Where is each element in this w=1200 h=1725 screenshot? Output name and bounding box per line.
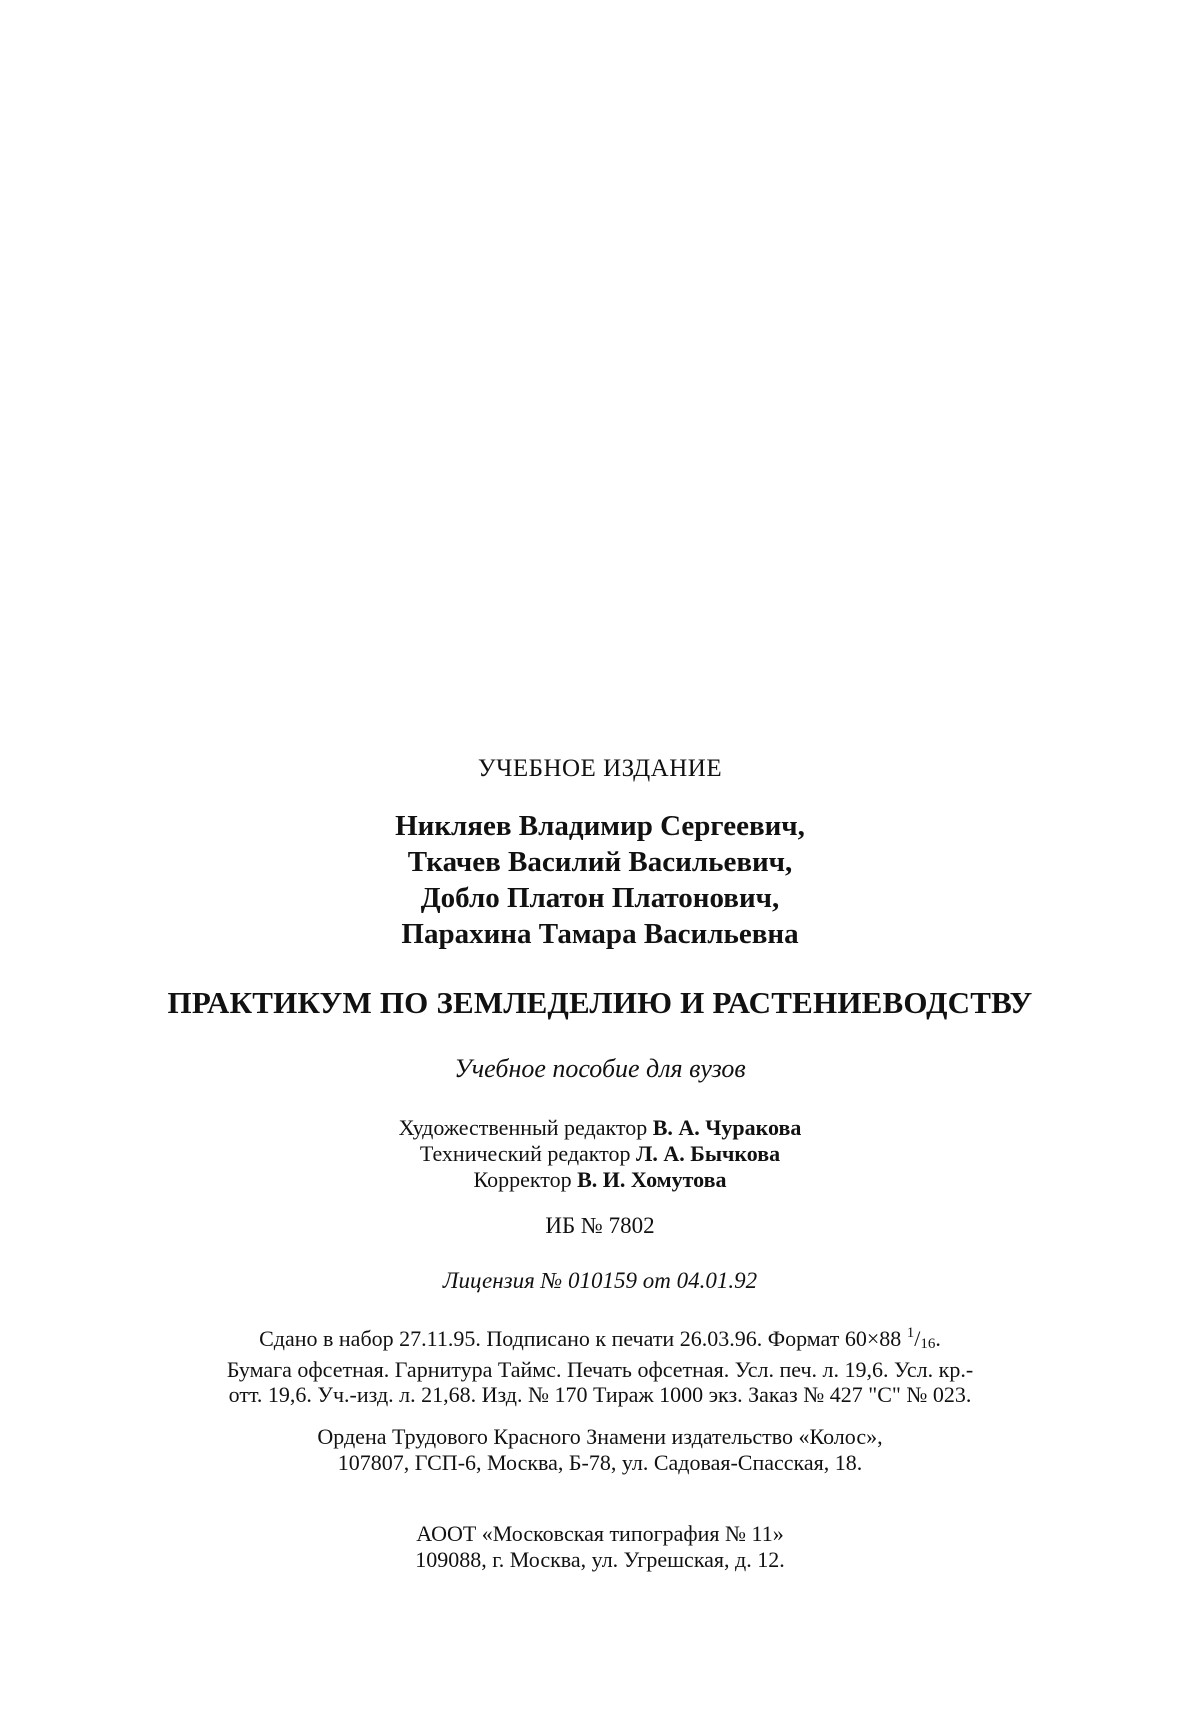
print-spec-line-1: Сдано в набор 27.11.95. Подписано к печати 26.03.96. Формат 60×88 $^1/_{16}$. (259, 1325, 941, 1352)
authors-list (0, 808, 1200, 952)
author-name: Парахина Тамара Васильевна (401, 918, 799, 950)
credit-person: В. А. Чуракова (652, 1115, 802, 1140)
credit-line (0, 1115, 1200, 1141)
ib-number: ИБ № 7802 (545, 1213, 655, 1238)
printer-info (0, 1521, 1200, 1573)
credit-role: Художественный редактор (398, 1115, 648, 1140)
format-fraction-numerator: 1 (906, 1325, 915, 1341)
credit-person: В. И. Хомутова (577, 1167, 727, 1192)
credit-person: Л. А. Бычкова (636, 1141, 781, 1166)
publisher-name: Ордена Трудового Красного Знамени издательство «Колос», (317, 1424, 883, 1449)
license-line: Лицензия № 010159 от 04.01.92 (442, 1268, 758, 1293)
print-spec-text: . (935, 1326, 941, 1351)
book-title: ПРАКТИКУМ ПО ЗЕМЛЕДЕЛИЮ И РАСТЕНИЕВОДСТВУ (167, 985, 1033, 1020)
author-name: Никляев Владимир Сергеевич, (395, 810, 805, 842)
editorial-credits (0, 1115, 1200, 1193)
credit-role: Корректор (473, 1167, 572, 1192)
print-spec-line-2: Бумага офсетная. Гарнитура Таймс. Печать офсетная. Усл. печ. л. 19,6. Усл. кр.- (226, 1357, 974, 1382)
print-spec-line-3: отт. 19,6. Уч.-изд. л. 21,68. Изд. № 170 Тираж 1000 экз. Заказ № 427 "С" № 023. (228, 1382, 972, 1407)
print-spec-text: Сдано в набор 27.11.95. Подписано к печати 26.03.96. Формат 60×88 (259, 1326, 902, 1351)
printer-name: АООТ «Московская типография № 11» (416, 1521, 784, 1546)
credit-line (0, 1167, 1200, 1193)
publisher-info (0, 1424, 1200, 1476)
printer-address: 109088, г. Москва, ул. Угрешская, д. 12. (415, 1547, 785, 1572)
publisher-address: 107807, ГСП-6, Москва, Б-78, ул. Садовая-Спасская, 18. (337, 1450, 863, 1475)
format-fraction-denominator: 16 (920, 1336, 936, 1352)
book-subtitle: Учебное пособие для вузов (454, 1054, 746, 1083)
author-name: Ткачев Василий Васильевич, (407, 846, 793, 878)
credit-line (0, 1141, 1200, 1167)
edition-label: УЧЕБНОЕ ИЗДАНИЕ (477, 755, 723, 782)
credit-role: Технический редактор (419, 1141, 631, 1166)
print-specifications (0, 1321, 1200, 1407)
author-name: Добло Платон Платонович, (420, 882, 780, 914)
